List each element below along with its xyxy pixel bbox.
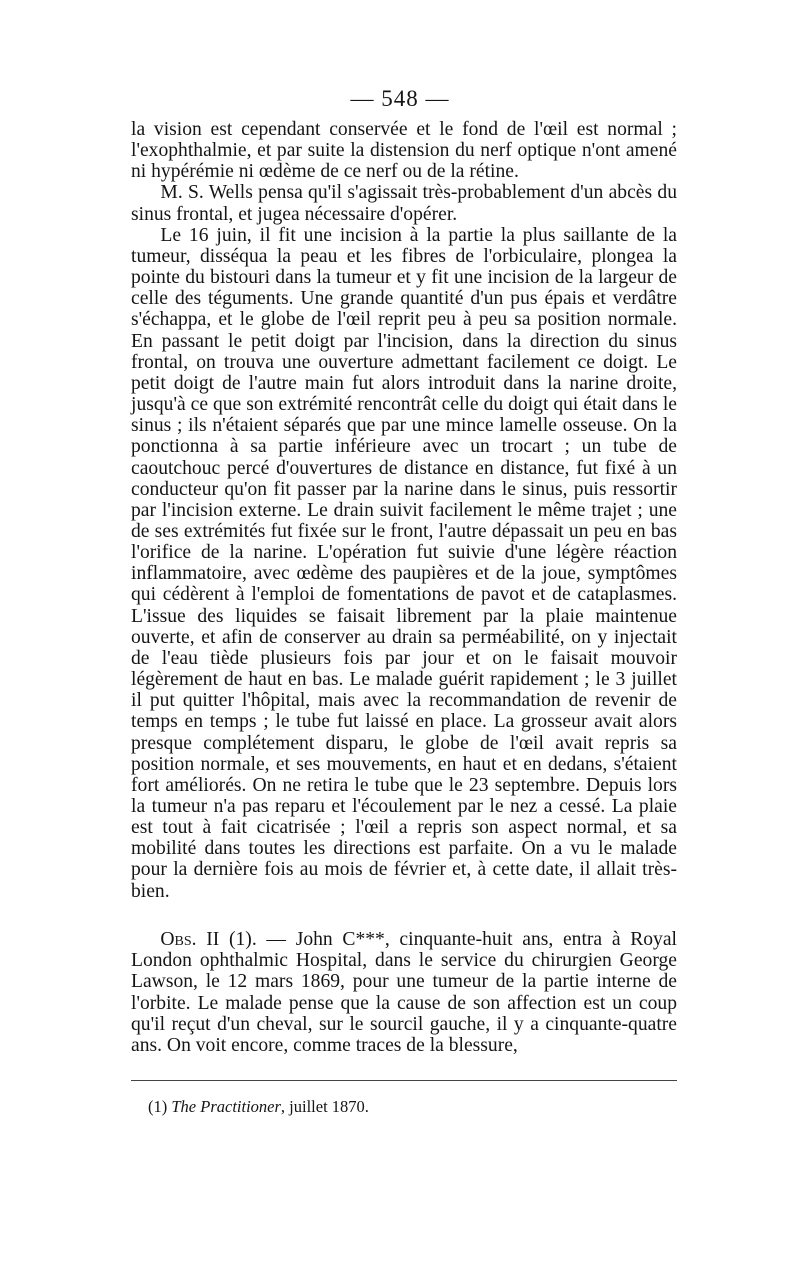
observation-text: John C***, cinquante-huit ans, entra à Royal London ophthalmic Hospital, dans le service du chirurgien George Lawson, le 12 mars 1869, pour une tumeur de la partie interne de l'orbite. Le malade pense que la cause de son affection est un coup qu'il reçut d'un cheval, sur le sourcil gauche, il y a cinquante-quatre ans. On voit encore, comme traces de la blessure, (131, 929, 677, 1057)
footnote (148, 1097, 369, 1117)
paragraph-wells-diagnosis: M. S. Wells pensa qu'il s'agissait très-probablement d'un abcès du sinus frontal, et jugea nécessaire d'opérer. (131, 182, 677, 225)
footnote-marker: (1) (148, 1097, 172, 1116)
observation-label: Obs. II (1). — (160, 929, 296, 950)
paragraph-operation: Le 16 juin, il fit une incision à la partie la plus saillante de la tumeur, disséqua la peau et les fibres de l'orbiculaire, plongea la pointe du bistouri dans la tumeur et y fit une incision de la largeur de celle des téguments. Une grande quantité d'un pus épais et verdâtre s'échappa, et le globe de l'œil reprit peu à peu sa position normale. En passant le petit doigt par l'incision, dans la direction du sinus frontal, on trouva une ouverture admettant facilement ce doigt. Le petit doigt de l'autre main fut alors introduit dans la narine droite, jusqu'à ce que son extrémité rencontrât celle du doigt qui était dans le sinus ; ils n'étaient séparés que par une mince lamelle osseuse. On la ponctionna à sa partie inférieure avec un trocart ; un tube de caoutchouc percé d'ouvertures de distance en distance, fut fixé à un conducteur qu'on fit passer par la narine dans le sinus, puis ressortir par l'incision externe. Le drain suivit facilement le même trajet ; une de ses extrémités fut fixée sur le front, l'autre dépassait un peu en bas l'orifice de la narine. L'opération fut suivie d'une légère réaction inflammatoire, avec œdème des paupières et de la joue, symptômes qui cédèrent à l'emploi de fomentations de pavot et de cataplasmes. L'issue des liquides se faisait librement par la plaie maintenue ouverte, et afin de conserver au drain sa perméabilité, on y injectait de l'eau tiède plusieurs fois par jour et on le faisait mouvoir légèrement de haut en bas. Le malade guérit rapidement ; le 3 juillet il put quitter l'hôpital, mais avec la recommandation de revenir de temps en temps ; le tube fut laissé en place. La grosseur avait alors presque complétement disparu, le globe de l'œil avait repris sa position normale, et ses mouvements, en haut et en dedans, s'étaient fort améliorés. On ne retira le tube que le 23 septembre. Depuis lors la tumeur n'a pas reparu et l'écoulement par le nez a cessé. La plaie est tout à fait cicatrisée ; l'œil a repris son aspect normal, et sa mobilité dans toutes les directions est parfaite. On a vu le malade pour la dernière fois au mois de février et, à cette date, il allait très-bien. (131, 224, 677, 902)
footnote-rule (131, 1080, 677, 1081)
observation-paragraph (131, 929, 677, 1056)
footnote-date: , juillet 1870. (280, 1097, 369, 1116)
main-text (131, 119, 677, 902)
page-number: — 548 — (350, 86, 450, 111)
paragraph-continuation: la vision est cependant conservée et le fond de l'œil est normal ; l'exophthalmie, et par suite la distension du nerf optique n'ont amené ni hypérémie ni œdème de ce nerf ou de la rétine. (131, 119, 677, 183)
footnote-journal: The Practitioner (171, 1097, 281, 1116)
